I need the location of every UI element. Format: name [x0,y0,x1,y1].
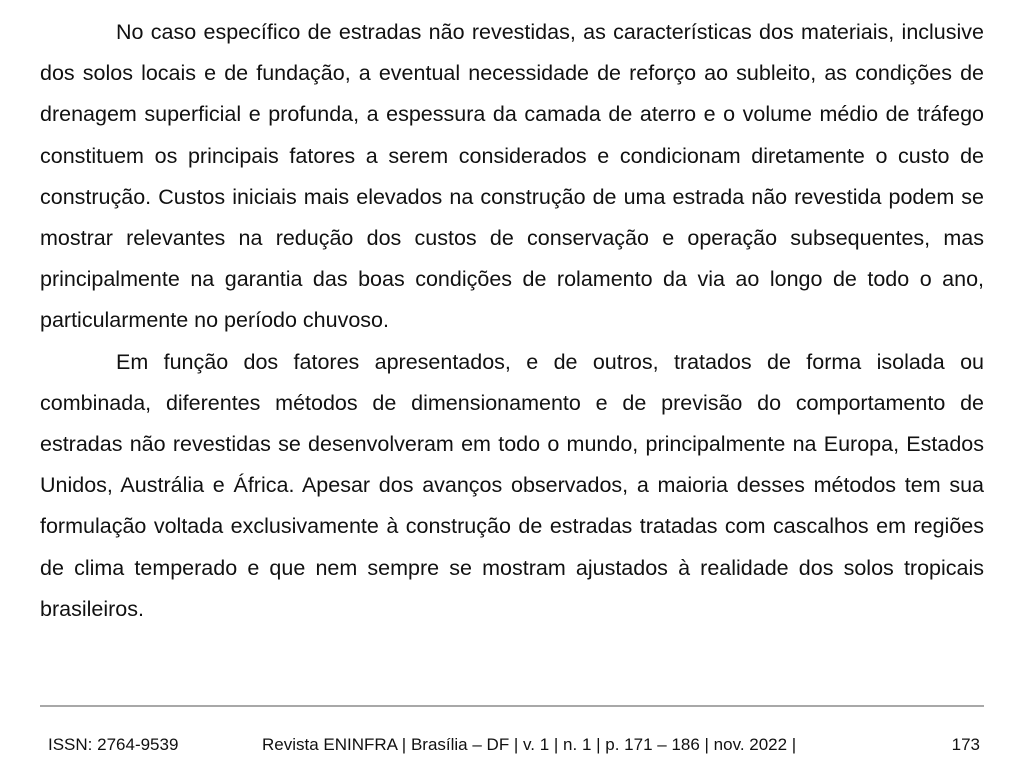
document-body [40,12,984,630]
footer-journal-info: Revista ENINFRA | Brasília – DF | v. 1 | n. 1 | p. 171 – 186 | nov. 2022 | [262,735,797,754]
footer-divider [40,705,984,707]
footer-page-number: 173 [951,735,980,754]
paragraph-2: Em função dos fatores apresentados, e de outros, tratados de forma isolada ou combinada, diferentes métodos de dimensionamento e de previsão do comportamento de estradas não revestidas se desenvolveram em todo o mundo, principalmente na Europa, Estados Unidos, Austrália e África. Apesar dos avanços observados, a maioria desses métodos tem sua formulação voltada exclusivamente à construção de estradas tratadas com cascalhos em regiões de clima temperado e que nem sempre se mostram ajustados à realidade dos solos tropicais brasileiros. [40,349,984,621]
footer-issn: ISSN: 2764-9539 [48,735,179,754]
paragraph-1: No caso específico de estradas não revestidas, as características dos materiais, inclusive dos solos locais e de fundação, a eventual necessidade de reforço ao subleito, as condições de drenagem superficial e profunda, a espessura da camada de aterro e o volume médio de tráfego constituem os principais fatores a serem considerados e condicionam diretamente o custo de construção. Custos iniciais mais elevados na construção de uma estrada não revestida podem se mostrar relevantes na redução dos custos de conservação e operação subsequentes, mas principalmente na garantia das boas condições de rolamento da via ao longo de todo o ano, particularmente no período chuvoso. [40,20,984,333]
page-footer [40,733,984,757]
